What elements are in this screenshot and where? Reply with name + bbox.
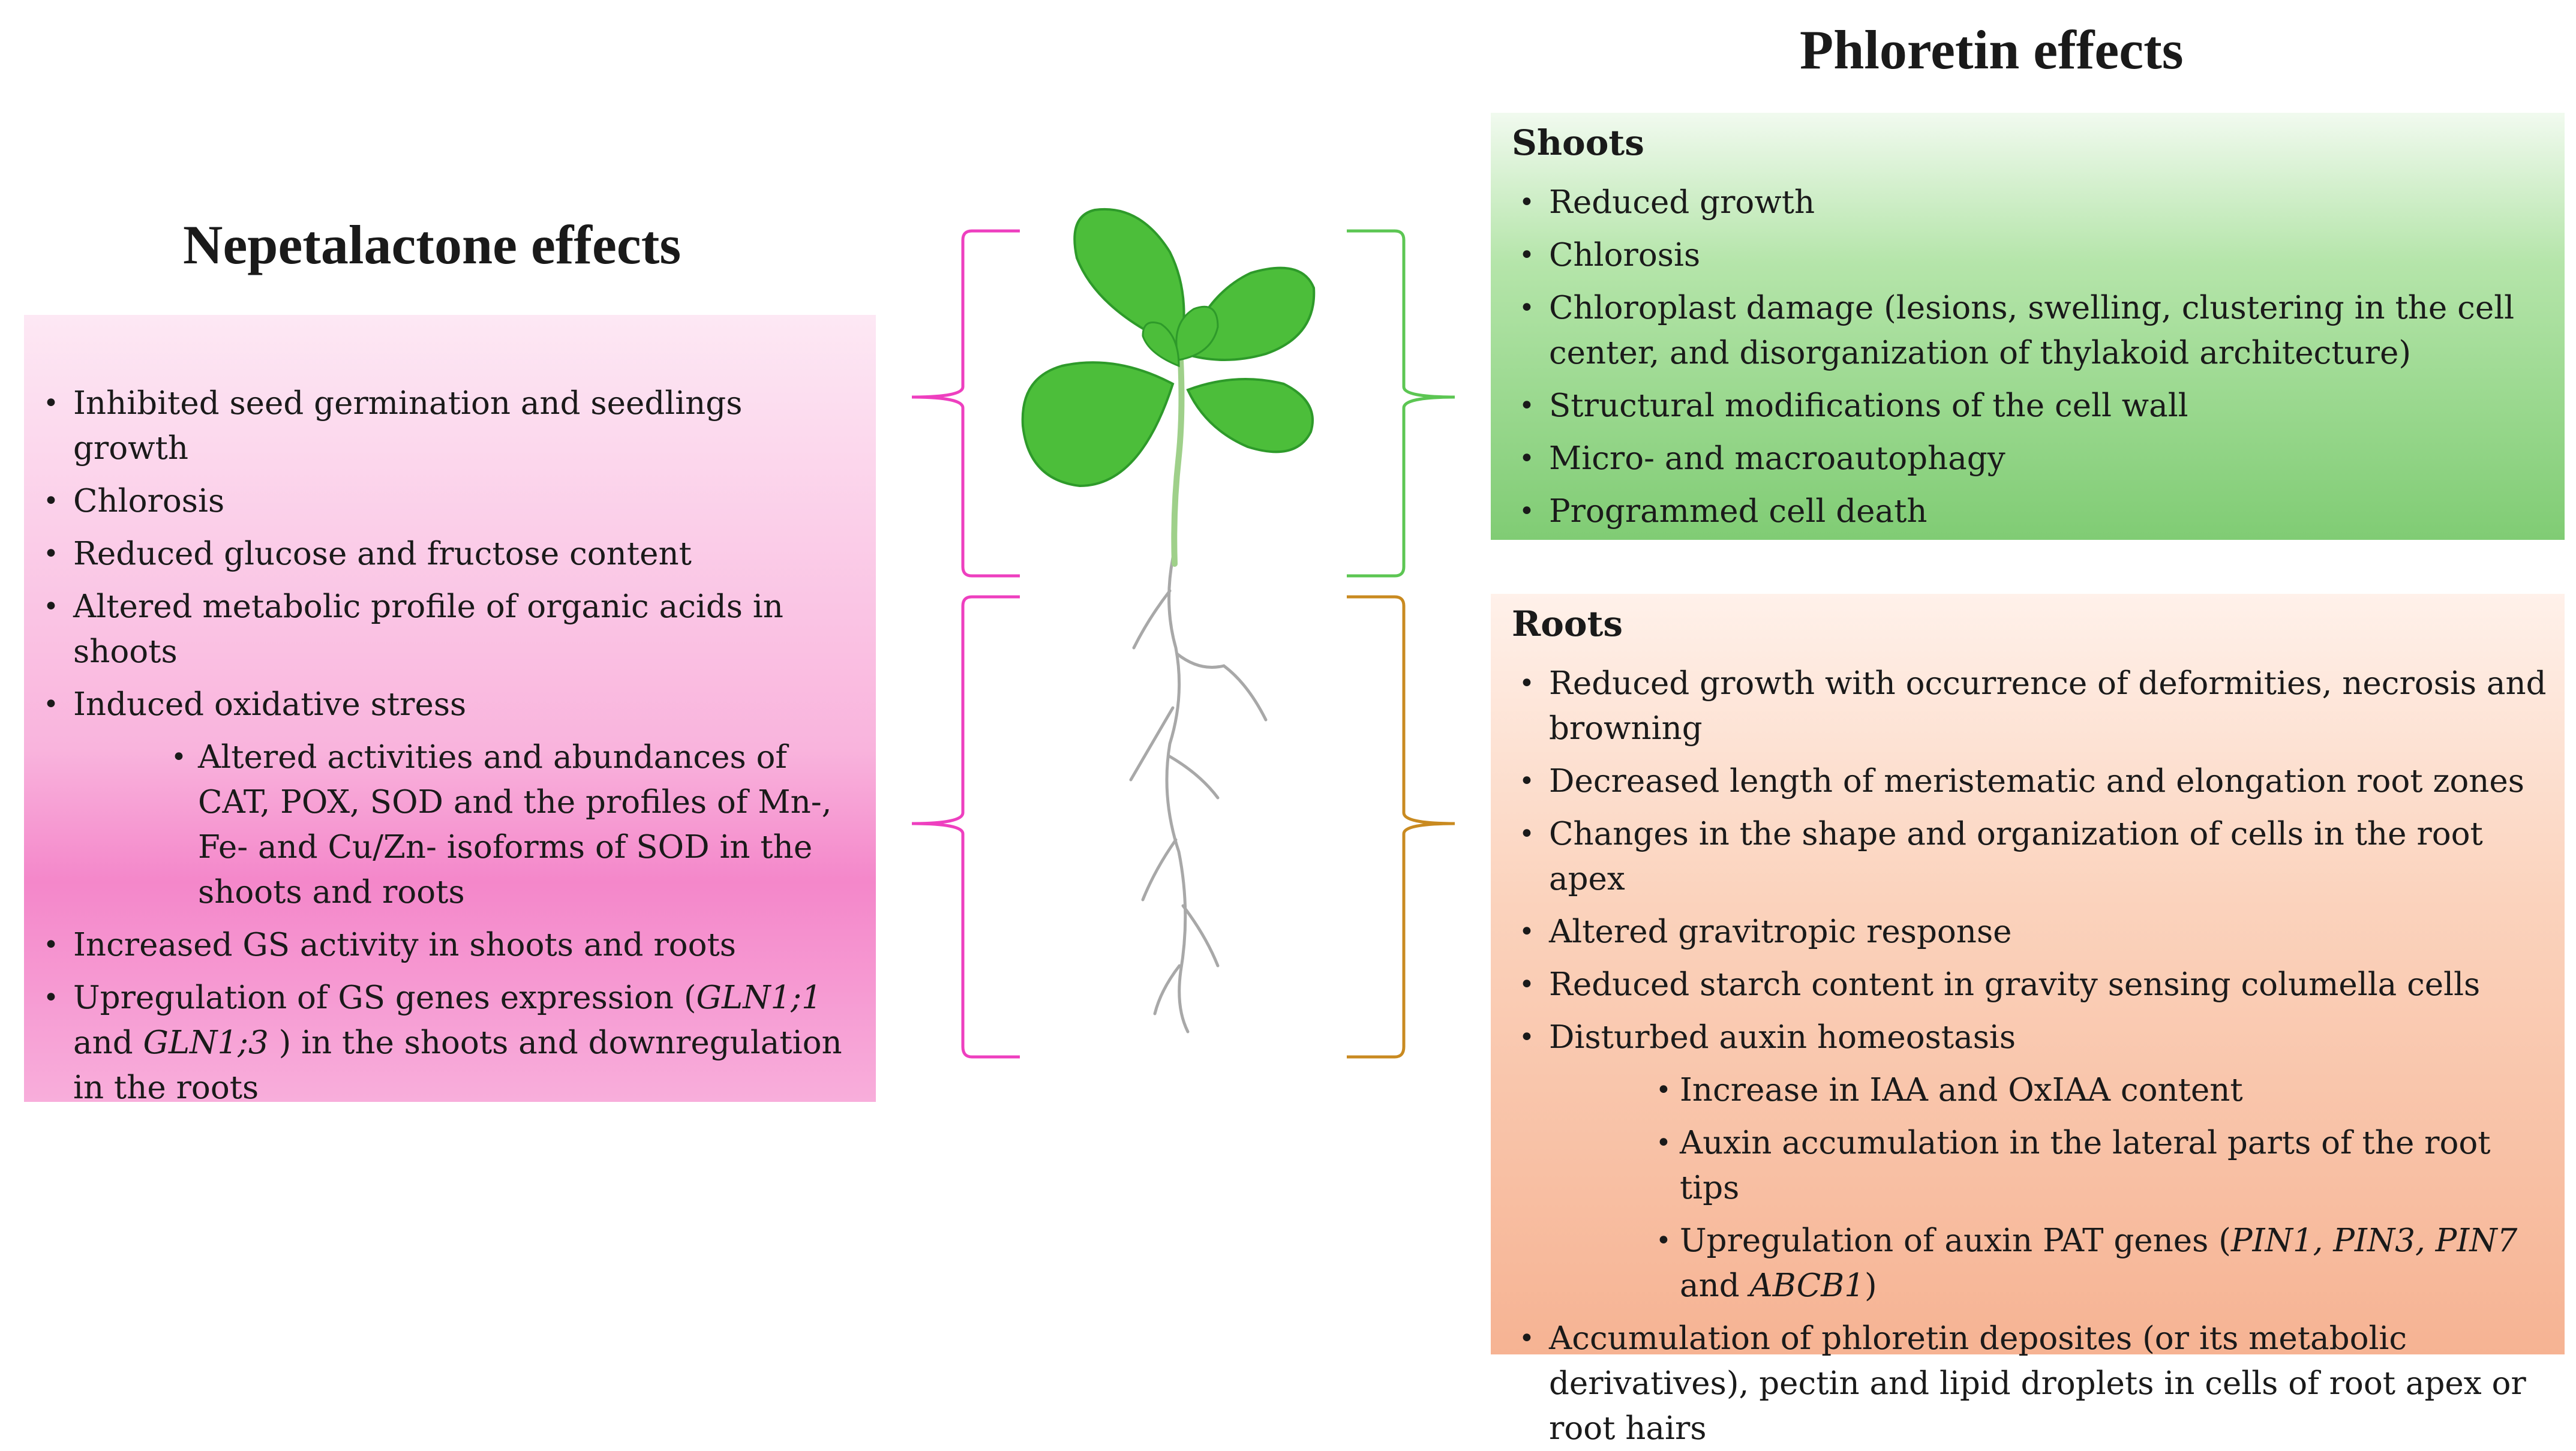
gs-text-pre: Upregulation of GS genes expression ( — [73, 980, 696, 1016]
list-item: • Changes in the shape and organization of cells in the root apex — [1512, 812, 2547, 902]
list-item: • Altered gravitropic response — [1512, 909, 2547, 954]
gene-abcb1: ABCB1 — [1749, 1267, 1865, 1304]
plant-stem — [1174, 360, 1181, 564]
roots-heading: Roots — [1512, 603, 1623, 644]
gs-text-post: ) in the shoots and downregulation in the roots — [73, 1025, 842, 1106]
gene-gln1-3: GLN1;3 — [143, 1025, 269, 1061]
list-item: • Reduced growth with occurrence of deformities, necrosis and browning — [1512, 661, 2547, 751]
leaf-left — [1023, 362, 1173, 486]
list-item: • Programmed cell death — [1512, 489, 2547, 534]
list-item: • Reduced starch content in gravity sensing columella cells — [1512, 962, 2547, 1007]
phloretin-root-bracket — [1347, 597, 1455, 1057]
pat-text-mid: and — [1680, 1267, 1750, 1304]
phloretin-title: Phloretin effects — [1800, 19, 2184, 80]
list-item: • Reduced glucose and fructose content — [36, 531, 864, 576]
nepetalactone-title: Nepetalactone effects — [183, 214, 681, 275]
pat-genes: PIN1, PIN3, PIN7 — [2230, 1222, 2518, 1259]
plant-leaves — [1023, 209, 1314, 486]
list-item: • Micro- and macroautophagy — [1512, 436, 2547, 481]
list-item: • Structural modifications of the cell wall — [1512, 383, 2547, 428]
list-item: • Reduced growth — [1512, 180, 2547, 225]
leaf-top — [1074, 209, 1184, 348]
phloretin-shoot-bracket — [1347, 231, 1455, 576]
list-item: • Induced oxidative stress — [36, 682, 864, 727]
nepetalactone-shoot-bracket — [912, 231, 1020, 576]
root-system — [1131, 558, 1266, 1032]
pat-text-pre: Upregulation of auxin PAT genes ( — [1680, 1222, 2231, 1259]
gs-text-mid: and — [73, 1025, 143, 1061]
list-item: • Disturbed auxin homeostasis — [1512, 1015, 2547, 1060]
list-item: • Chlorosis — [1512, 233, 2547, 278]
sub-list-item: • Altered activities and abundances of CAT, POX, SOD and the profiles of Mn-, Fe- and Cu/Zn- isoforms of SOD in the shoots and roots — [36, 735, 864, 915]
list-item: • Inhibited seed germination and seedlings growth — [36, 381, 864, 471]
sub-list-item: • Increase in IAA and OxIAA content — [1512, 1068, 2547, 1113]
list-item: • Accumulation of phloretin deposites (or its metabolic derivatives), pectin and lipid droplets in cells of root apex or root hairs — [1512, 1316, 2547, 1451]
leaf-right-lower — [1188, 379, 1313, 452]
gene-gln1-1: GLN1;1 — [696, 980, 822, 1016]
shoots-heading: Shoots — [1512, 122, 1644, 163]
list-item: • Altered metabolic profile of organic acids in shoots — [36, 584, 864, 674]
list-item: • Increased GS activity in shoots and roots — [36, 923, 864, 968]
pat-text-post: ) — [1864, 1267, 1877, 1304]
list-item: • Chlorosis — [36, 479, 864, 524]
list-item: • Chloroplast damage (lesions, swelling, clustering in the cell center, and disorganization of thylakoid architecture) — [1512, 286, 2547, 375]
sub-list-item: • Auxin accumulation in the lateral parts of the root tips — [1512, 1120, 2547, 1210]
list-item: • Decreased length of meristematic and elongation root zones — [1512, 759, 2547, 804]
nepetalactone-root-bracket — [912, 597, 1020, 1057]
